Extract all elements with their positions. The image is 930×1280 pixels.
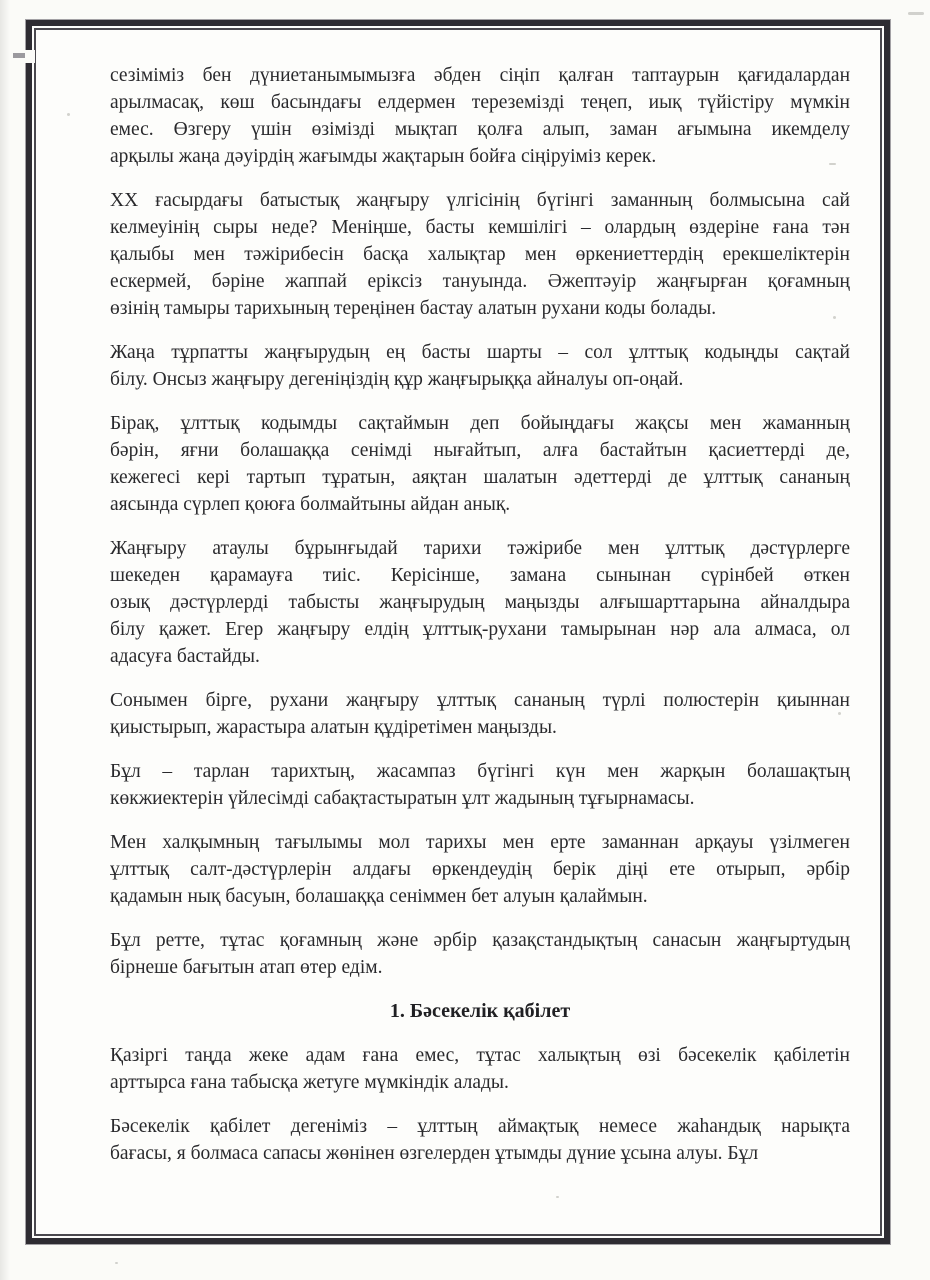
text-line: Мен халқымның тағылымы мол тарихы мен ерте заманнан арқауы үзілмеген xyxy=(110,832,850,853)
text-line: Жаңғыру атаулы бұрынғыдай тарихи тәжірибе мен ұлттық дәстүрлерге xyxy=(110,538,850,559)
text-line: бірнеше бағытын атап өтер едім. xyxy=(110,957,383,978)
scan-notch-artifact xyxy=(24,50,35,63)
paragraph xyxy=(110,1113,850,1167)
paragraph xyxy=(110,62,850,170)
text-line: сезіміміз бен дүниетанымымызға әбден сіңіп қалған таптаурын қағидалардан xyxy=(110,65,850,86)
text-line: бәрін, яғни болашаққа сенімді нығайтып, алға бастайтын қасиеттерді де, xyxy=(110,440,850,461)
paragraph xyxy=(110,1042,850,1096)
text-line: Сонымен бірге, рухани жаңғыру ұлттық сананың түрлі полюстерін қиыннан xyxy=(110,690,850,711)
section-heading: 1. Бәсекелік қабілет xyxy=(389,1000,571,1022)
text-line: кежегесі кері тартып тұратын, аяқтан шалатын әдеттерді де ұлттық сананың xyxy=(110,467,850,488)
paragraph xyxy=(110,187,850,322)
paragraph xyxy=(110,927,850,981)
text-line: арылмасақ, көш басындағы елдермен тереземізді теңеп, иық түйістіру мүмкін xyxy=(110,92,850,113)
text-line: арттырса ғана табысқа жетуге мүмкіндік алады. xyxy=(110,1072,509,1093)
text-line: қиыстырып, жарастыра алатын құдіретімен маңызды. xyxy=(110,717,557,738)
scan-speck xyxy=(115,1262,118,1264)
paragraph xyxy=(110,339,850,393)
text-line: білу қажет. Егер жаңғыру елдің ұлттық-рухани тамырынан нәр ала алмаса, ол xyxy=(110,619,850,640)
text-line: бағасы, я болмаса сапасы жөнінен өзгелерден ұтымды дүние ұсына алуы. Бұл xyxy=(110,1143,759,1164)
scan-speck xyxy=(908,12,924,15)
text-line: ескермей, бәріне жаппай еріксіз тануында. Әжептәуір жаңғырған қоғамның xyxy=(110,271,850,292)
text-line: аясында сүрлеп қоюға болмайтыны айдан анық. xyxy=(110,494,511,515)
text-line: білу. Онсыз жаңғыру дегеніңіздің құр жаңғырыққа айналуы оп-оңай. xyxy=(110,369,684,390)
text-line: Бірақ, ұлттық кодымды сақтаймын деп бойыңдағы жақсы мен жаманның xyxy=(110,413,850,434)
paragraph xyxy=(110,829,850,910)
scan-edge-artifact xyxy=(0,0,10,1280)
text-line: адасуға бастайды. xyxy=(110,646,260,667)
text-line: көкжиектерін үйлесімді сабақтастыратын ұлт жадының тұғырнамасы. xyxy=(110,788,695,809)
paragraph xyxy=(110,535,850,670)
text-line: емес. Өзгеру үшін өзімізді мықтап қолға алып, заман ағымына икемделу xyxy=(110,119,850,140)
paragraph xyxy=(110,410,850,518)
scan-speck xyxy=(67,113,70,116)
text-line: қалыбы мен тәжірибесін басқа халықтар мен өркениеттердің ерекшеліктерін xyxy=(110,244,850,265)
text-line: арқылы жаңа дәуірдің жағымды жақтарын бойға сіңіруіміз керек. xyxy=(110,146,657,167)
text-line: Бұл ретте, тұтас қоғамның және әрбір қазақстандықтың санасын жаңғыртудың xyxy=(110,930,850,951)
text-line: ХХ ғасырдағы батыстық жаңғыру үлгісінің бүгінгі заманның болмысына сай xyxy=(110,190,850,211)
text-line: өзінің тамыры тарихының тереңінен бастау алатын рухани коды болады. xyxy=(110,298,717,319)
text-line: шекеден қарамауға тиіс. Керісінше, замана сынынан сүрінбей өткен xyxy=(110,565,850,586)
text-line: озық дәстүрлерді табысты жаңғырудың маңызды алғышарттарына айналдыра xyxy=(110,592,850,613)
paragraph xyxy=(110,687,850,741)
text-line: ұлттық салт-дәстүрлерін алдағы өркендеудің берік діңі ете отырып, әрбір xyxy=(110,859,850,880)
document-body xyxy=(110,62,850,1184)
scan-notch-artifact xyxy=(13,53,25,58)
text-line: Қазіргі таңда жеке адам ғана емес, тұтас халықтың өзі бәсекелік қабілетін xyxy=(110,1045,850,1066)
text-line: Бұл – тарлан тарихтың, жасампаз бүгінгі күн мен жарқын болашақтың xyxy=(110,761,850,782)
scan-speck xyxy=(556,1196,559,1198)
text-line: Жаңа тұрпатты жаңғырудың ең басты шарты – сол ұлттық кодыңды сақтай xyxy=(110,342,850,363)
paragraph xyxy=(110,758,850,812)
text-line: келмеуінің сыры неде? Меніңше, басты кемшілігі – олардың өздеріне ғана тән xyxy=(110,217,850,238)
text-line: қадамын нық басуын, болашаққа сеніммен бет алуын қалаймын. xyxy=(110,886,648,907)
text-line: Бәсекелік қабілет дегеніміз – ұлттың аймақтық немесе жаһандық нарықта xyxy=(110,1116,850,1137)
